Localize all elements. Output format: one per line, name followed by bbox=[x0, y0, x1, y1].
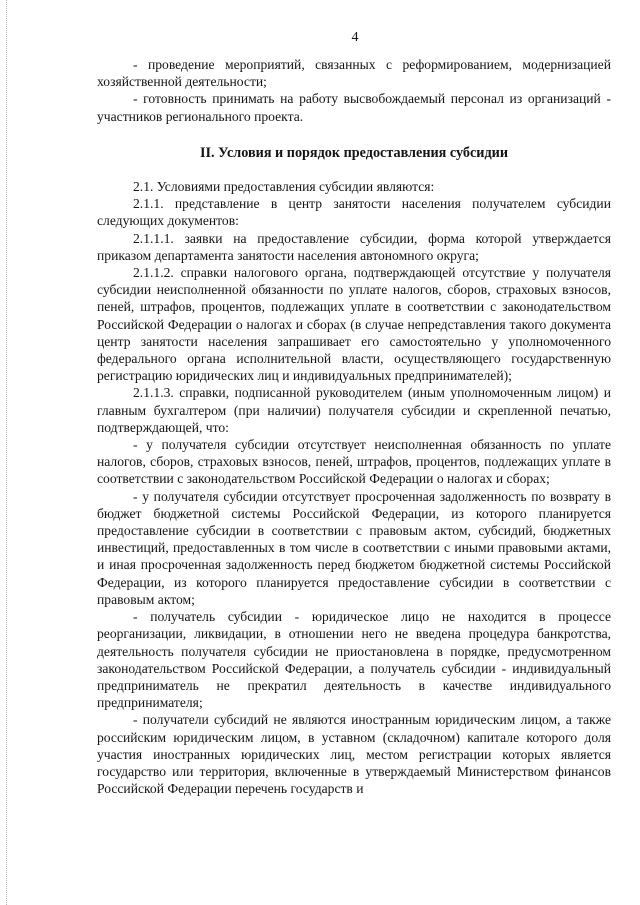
body-paragraph: 2.1. Условиями предоставления субсидии являются: bbox=[133, 179, 435, 195]
body-paragraph: 2.1.1.3. справки, подписанной руководителем (иным уполномоченным лицом) и главным бухгалтером (при наличии) получателя субсидии и скрепленной печатью, подтверждающей, что: bbox=[97, 385, 611, 435]
document-body bbox=[97, 56, 611, 797]
body-paragraph: - у получателя субсидии отсутствует неисполненная обязанность по уплате налогов, сборов, страховых взносов, пеней, штрафов, процентов, подлежащих уплате в соответствии с законодательством Российской Федерации о налогах и сборах; bbox=[97, 437, 611, 487]
body-paragraph: - получатель субсидии - юридическое лицо не находится в процессе реорганизации, ликвидации, в отношении него не введена процедура банкротства, деятельность получателя субсидии не приостановлена в порядке, предусмотренном законодательством Российской Федерации, а получатель субсидии - индивидуальный предприниматель не прекратил деятельность в качестве индивидуального предпринимателя; bbox=[97, 609, 611, 711]
margin-rule bbox=[6, 0, 7, 905]
body-paragraph: 2.1.1.2. справки налогового органа, подтверждающей отсутствие у получателя субсидии неисполненной обязанности по уплате налогов, сборов, страховых взносов, пеней, штрафов, процентов, подлежащих уплате в соответствии с законодательством Российской Федерации о налогах и сборах (в случае непредставления такого документа центр занятости населения запрашивает его самостоятельно у уполномоченного федерального органа исполнительной власти, осуществляющего государственную регистрацию юридических лиц и индивидуальных предпринимателей); bbox=[97, 265, 611, 384]
body-paragraph: 2.1.1. представление в центр занятости населения получателем субсидии следующих документов: bbox=[97, 196, 611, 229]
body-paragraph: 2.1.1.1. заявки на предоставление субсидии, форма которой утверждается приказом департамента занятости населения автономного округа; bbox=[97, 230, 611, 263]
body-paragraph: - получатели субсидий не являются иностранным юридическим лицом, а также российским юридическим лицом, в уставном (складочном) капитале которого доля участия иностранных юридических лиц, местом регистрации которых является государство или территория, включенные в утверждаемый Министерством финансов Российской Федерации перечень государств и bbox=[97, 712, 611, 797]
section-heading: II. Условия и порядок предоставления субсидии bbox=[199, 144, 508, 161]
page-number: 4 bbox=[351, 30, 359, 45]
body-paragraph: - у получателя субсидии отсутствует просроченная задолженность по возврату в бюджет бюджетной системы Российской Федерации, из которого планируется предоставление субсидии в соответствии с правовым актом, субсидий, бюджетных инвестиций, предоставленных в том числе в соответствии с иными правовыми актами, и иная просроченная задолженность перед бюджетом бюджетной системы Российской Федерации, из которого планируется предоставление субсидии в соответствии с правовым актом; bbox=[97, 488, 611, 607]
intro-paragraph: - проведение мероприятий, связанных с реформированием, модернизацией хозяйственной деятельности; bbox=[97, 57, 611, 90]
intro-paragraph: - готовность принимать на работу высвобождаемый персонал из организаций - участников регионального проекта. bbox=[97, 91, 611, 124]
